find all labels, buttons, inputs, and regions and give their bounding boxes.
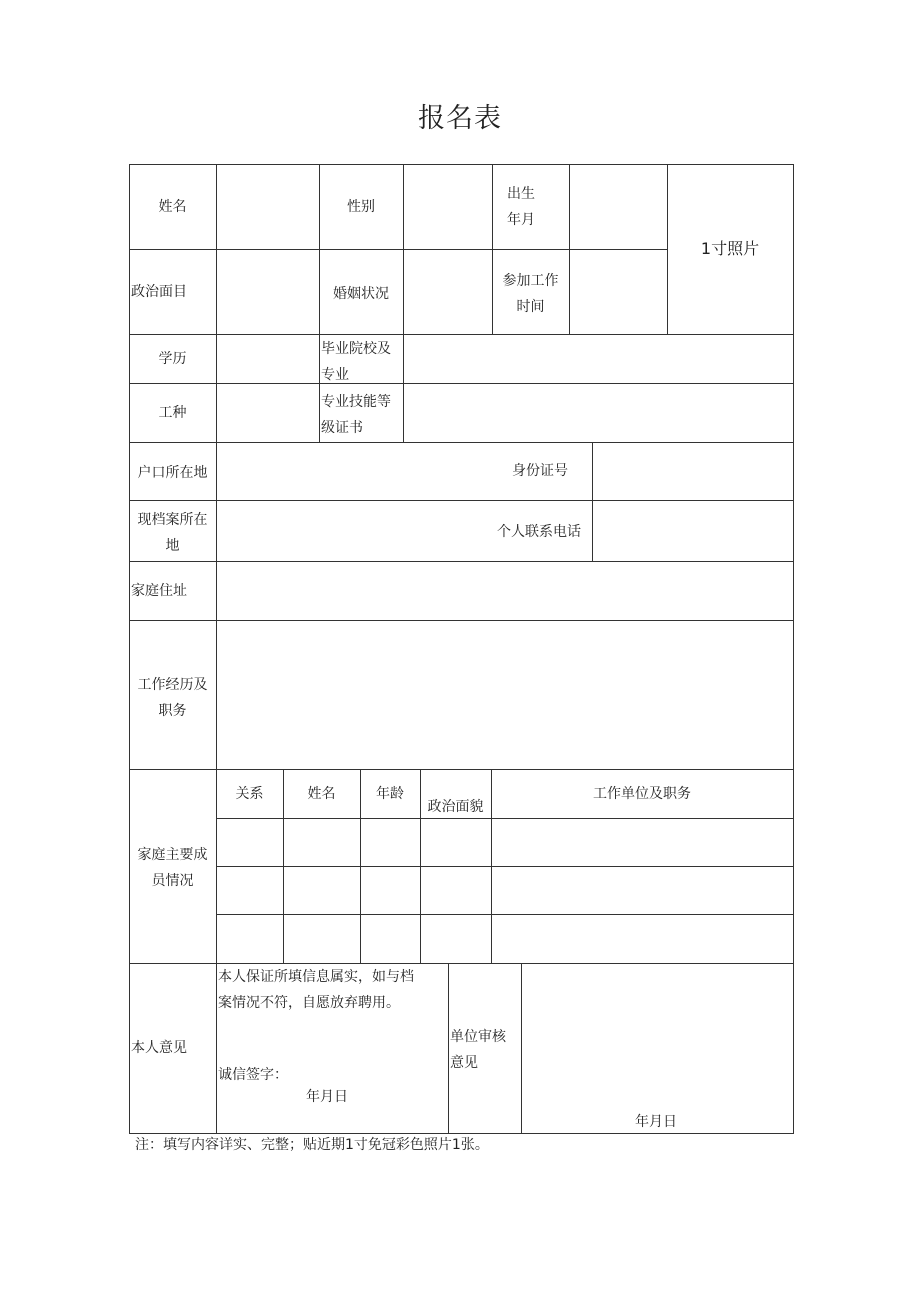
gender-label: 性别 xyxy=(347,199,375,215)
grid-line xyxy=(793,164,794,1134)
family-header-age: 年龄 xyxy=(376,786,404,802)
grid-line xyxy=(521,963,522,1134)
grid-line xyxy=(216,818,794,819)
family-header-name: 姓名 xyxy=(307,786,336,802)
family-header-employer: 工作单位及职务 xyxy=(593,786,691,802)
archive-label: 现档案所在 地 xyxy=(137,512,208,554)
grid-line xyxy=(129,500,794,501)
family-label: 家庭主要成 员情况 xyxy=(137,847,208,889)
grid-line xyxy=(448,963,449,1134)
political-label: 政治面目 xyxy=(131,284,187,300)
grid-line xyxy=(129,249,667,250)
grid-line xyxy=(403,164,404,443)
marital-label: 婚姻状况 xyxy=(333,286,389,302)
grid-line xyxy=(129,334,794,335)
form-title: 报名表 xyxy=(418,103,502,134)
grid-line xyxy=(569,164,570,335)
grid-line xyxy=(216,164,217,1134)
hukou-label: 户口所在地 xyxy=(137,465,208,481)
grid-line xyxy=(129,383,794,384)
id-number-label: 身份证号 xyxy=(512,463,568,479)
unit-review-label: 单位审核 意见 xyxy=(450,1029,506,1071)
phone-label: 个人联系电话 xyxy=(497,524,581,540)
grid-line xyxy=(129,164,130,1134)
family-header-relation: 关系 xyxy=(235,786,264,802)
school-major-label: 毕业院校及 专业 xyxy=(321,341,391,383)
photo-placeholder: 1寸照片 xyxy=(700,239,760,258)
skill-cert-label: 专业技能等 级证书 xyxy=(321,394,391,436)
signature-label: 诚信签字： xyxy=(218,1067,288,1083)
grid-line xyxy=(129,164,794,165)
grid-line xyxy=(592,442,593,562)
grid-line xyxy=(129,620,794,621)
pledge-text: 本人保证所填信息属实，如与档 案情况不符，自愿放弃聘用。 xyxy=(218,969,414,1011)
name-label: 姓名 xyxy=(158,199,187,215)
grid-line xyxy=(216,866,794,867)
education-label: 学历 xyxy=(158,351,187,367)
self-date-label: 年月日 xyxy=(306,1089,348,1105)
family-header-political: 政治面貌 xyxy=(427,799,484,815)
work-type-label: 工种 xyxy=(158,405,187,421)
birth-label: 出生 年月 xyxy=(507,186,535,228)
work-start-label: 参加工作 时间 xyxy=(502,273,559,315)
grid-line xyxy=(216,914,794,915)
grid-line xyxy=(129,442,794,443)
grid-line xyxy=(129,561,794,562)
self-opinion-label: 本人意见 xyxy=(131,1040,187,1056)
grid-line xyxy=(129,769,794,770)
unit-date-label: 年月日 xyxy=(635,1114,677,1130)
address-label: 家庭住址 xyxy=(131,583,187,599)
footnote: 注：填写内容详实、完整；贴近期1寸免冠彩色照片1张。 xyxy=(135,1137,489,1153)
experience-label: 工作经历及 职务 xyxy=(137,677,208,719)
